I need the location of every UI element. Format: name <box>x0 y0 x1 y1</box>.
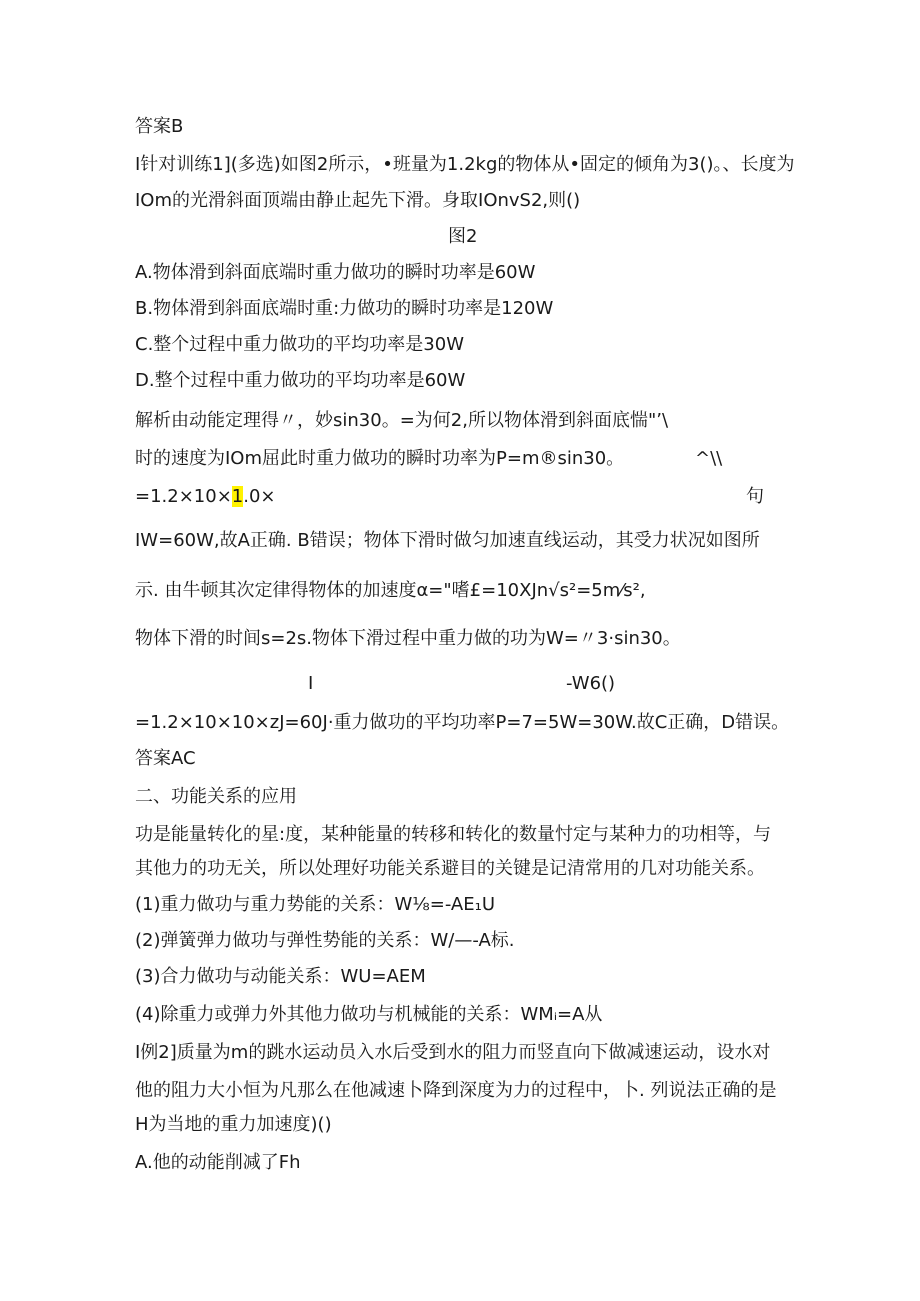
example-line-3: H为当地的重力加速度)() <box>135 1114 332 1135</box>
analysis-line-4: 示. 由牛顿其次定律得物体的加速度α="嗜£=10XJn√s²=5m⁄s², <box>135 580 646 601</box>
relation-2: (2)弹簧弹力做功与弹性势能的关系：W/—-A标. <box>135 930 515 951</box>
formula-part-2: .0× <box>243 486 276 507</box>
example-line-1: I例2]质量为m的跳水运动员入水后受到水的阻力而竖直向下做减速运动，设水对 <box>135 1042 771 1063</box>
fraction-fragment-right: -W6() <box>566 673 616 694</box>
analysis-line-5: 物体下滑的时间s=2s.物体下滑过程中重力做的功为W=〃3·sin30。 <box>135 628 681 649</box>
analysis-line-6: =1.2×10×10×zJ=60J·重力做功的平均功率P=7=5W=30W.故C正确，D错误。 <box>135 712 790 733</box>
paragraph-line-1: 功是能量转化的星:度，某种能量的转移和转化的数量忖定与某种力的功相等，与 <box>135 824 772 845</box>
formula-fragment-right: 句 <box>746 486 764 507</box>
option-c: C.整个过程中重力做功的平均功率是30W <box>135 334 464 355</box>
analysis-fragment-right: ^\\ <box>695 448 723 469</box>
formula-part-1: =1.2×10× <box>135 486 232 507</box>
training-problem-line-1: I针对训练1](多选)如图2所示，•班量为1.2kg的物体从•固定的倾角为3()。、长度为 <box>135 154 795 175</box>
analysis-line-1: 解析由动能定理得〃，妙sin30。=为何2,所以物体滑到斜面底惴"’\ <box>135 410 669 431</box>
option-b: B.物体滑到斜面底端时重:力做功的瞬时功率是120W <box>135 298 554 319</box>
relation-1: (1)重力做功与重力势能的关系：W⅛=-AE₁U <box>135 894 495 915</box>
analysis-line-2: 时的速度为IOm屈此时重力做功的瞬时功率为P=m®sin30。 <box>135 448 625 469</box>
example-option-a: A.他的动能削减了Fh <box>135 1152 301 1173</box>
option-a: A.物体滑到斜面底端时重力做功的瞬时功率是60W <box>135 262 536 283</box>
example-line-2: 他的阻力大小恒为凡那么在他减速卜降到深度为力的过程中，卜. 列说法正确的是 <box>135 1080 777 1101</box>
analysis-line-3: IW=60W,故A正确. B错误；物体下滑时做匀加速直线运动，其受力状况如图所 <box>135 530 760 551</box>
answer-b: 答案B <box>135 116 184 137</box>
relation-4: (4)除重力或弹力外其他力做功与机械能的关系：WMᵢ=A从 <box>135 1004 603 1025</box>
highlighted-digit: 1 <box>231 486 244 507</box>
relation-3: (3)合力做功与动能关系：WU=AEM <box>135 966 426 987</box>
fraction-fragment-left: I <box>308 673 314 694</box>
option-d: D.整个过程中重力做功的平均功率是60W <box>135 370 466 391</box>
section-heading: 二、功能关系的应用 <box>135 786 297 807</box>
paragraph-line-2: 其他力的功无关，所以处理好功能关系避目的关键是记清常用的几对功能关系。 <box>135 858 765 879</box>
answer-ac: 答案AC <box>135 748 196 769</box>
figure-caption: 图2 <box>448 226 478 247</box>
analysis-formula-line <box>135 486 276 508</box>
training-problem-line-2: IOm的光滑斜面顶端由静止起先下滑。身取IOnvS2,则() <box>135 190 581 211</box>
